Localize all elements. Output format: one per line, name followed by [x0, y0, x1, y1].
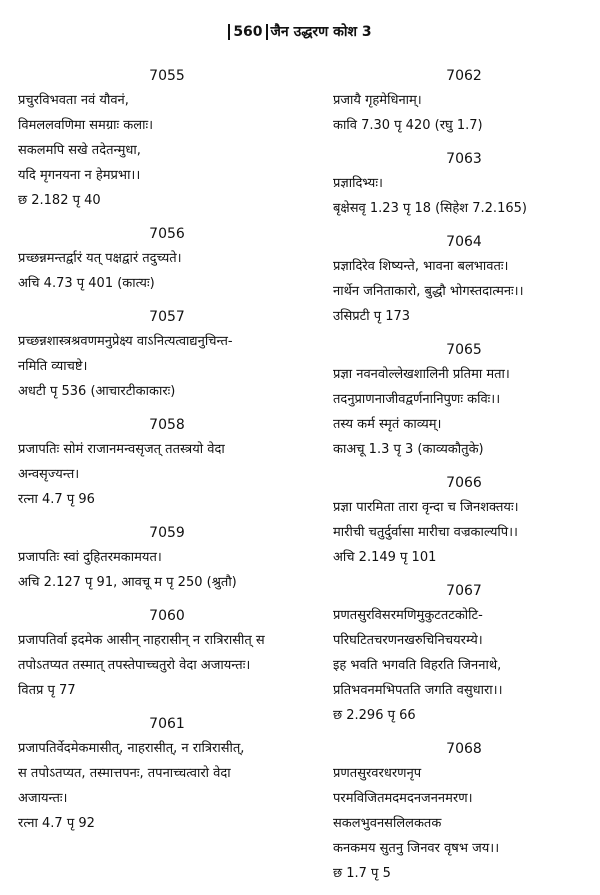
entry-gap [18, 596, 316, 604]
entry-gap [333, 222, 595, 230]
quote-entry [333, 471, 595, 579]
quote-line: प्रतिभवनमभिपतति जगति वसुधारा।। [333, 683, 503, 698]
entry-number: 7057 [149, 309, 185, 325]
source-reference: छ 2.182 पृ 40 [18, 193, 101, 208]
entry-number: 7058 [149, 417, 185, 433]
quote-line: प्रच्छन्नशास्त्रश्रवणमनुप्रेक्ष्य वाऽनित्यत्वाद्यनुचिन्त- [18, 334, 233, 349]
quote-line: परमविजितमदमदनजननमरण। [333, 791, 473, 806]
quote-entry [18, 222, 316, 305]
quote-entry [18, 712, 316, 845]
page-header [0, 22, 600, 41]
quote-line: प्रजायै गृहमेधिनाम्। [333, 93, 422, 108]
entry-gap [333, 571, 595, 579]
source-reference: बृक्षेसवृ 1.23 पृ 18 (सिहेश 7.2.165) [333, 201, 527, 216]
quote-line: प्रणतसुरविसरमणिमुकुटतटकोटि- [333, 608, 483, 623]
quote-line: तदनुप्राणनाजीवद्वर्णनानिपुणः कविः।। [333, 392, 501, 407]
quote-line: प्रजापतिः स्वां दुहितरमकामयत। [18, 550, 162, 565]
left-column [18, 64, 316, 845]
quote-line: स तपोऽतप्यत, तस्मात्तपनः, तपनाच्चत्वारो वेदा [18, 766, 231, 781]
quote-entry [333, 230, 595, 338]
quote-line: विमललवणिमा समग्राः कलाः। [18, 118, 154, 133]
quote-line: प्रज्ञादिभ्यः। [333, 176, 383, 191]
source-reference: काअचू 1.3 पृ 3 (काव्यकौतुके) [333, 442, 484, 457]
source-reference: छ 1.7 पृ 5 [333, 866, 391, 881]
quote-line: प्रज्ञा पारमिता तारा वृन्दा च जिनशक्तयः। [333, 500, 519, 515]
source-reference: छ 2.296 पृ 66 [333, 708, 416, 723]
entry-number: 7055 [149, 68, 185, 84]
source-reference: अचि 2.149 पृ 101 [333, 550, 437, 565]
entry-gap [333, 330, 595, 338]
quote-entry [333, 147, 595, 230]
entry-gap [18, 837, 316, 845]
source-reference: अचि 2.127 पृ 91, आवचू म पृ 250 (श्रुतौ) [18, 575, 237, 590]
quote-line: प्रच्छन्नमन्तर्द्वारं यत् पक्षद्वारं तदुच्यते। [18, 251, 182, 266]
quote-line: प्रचुरविभवता नवं यौवनं, [18, 93, 129, 108]
quote-line: मारीची चतुर्दुर्वासा मारीचा वज्रकाल्यपि।। [333, 525, 518, 540]
quote-line: नमिति व्याचष्टे। [18, 359, 88, 374]
quote-line: परिघटितचरणनखरुचिनिचयरम्ये। [333, 633, 483, 648]
quote-line: सकलमपि सखे तदेतन्मुधा, [18, 143, 141, 158]
quote-line: नार्थेन जनिताकारो, बुद्धौ भोगस्तदात्मनः।। [333, 284, 524, 299]
entry-gap [333, 139, 595, 147]
quote-line: प्रजापतिर्वेदमेकमासीत्, नाहरासीत्, न रात्रिरासीत्, [18, 741, 245, 756]
quote-line: कनकमय सुतनु जिनवर वृषभ जय।। [333, 841, 500, 856]
page-number: 560 [228, 24, 267, 40]
quote-entry [18, 413, 316, 521]
entry-number: 7067 [446, 583, 482, 599]
quote-entry [18, 521, 316, 604]
entry-number: 7066 [446, 475, 482, 491]
source-reference: अधटी पृ 536 (आचारटीकाकारः) [18, 384, 176, 399]
quote-entry [333, 579, 595, 737]
quote-line: प्रजापतिर्वा इदमेक आसीन् नाहरासीन् न रात्रिरासीत् स [18, 633, 265, 648]
quote-entry [333, 338, 595, 471]
quote-entry [333, 64, 595, 147]
quote-entry [18, 604, 316, 712]
source-reference: रत्ना 4.7 पृ 92 [18, 816, 95, 831]
quote-line: प्रजापतिः सोमं राजानमन्वसृजत् ततस्त्रयो वेदा [18, 442, 225, 457]
source-reference: अचि 4.73 पृ 401 (कात्यः) [18, 276, 155, 291]
entry-number: 7065 [446, 342, 482, 358]
entry-gap [18, 513, 316, 521]
right-column [333, 64, 595, 895]
source-reference: रत्ना 4.7 पृ 96 [18, 492, 95, 507]
entry-gap [18, 297, 316, 305]
quote-line: इह भवति भगवति विहरति जिननाथे, [333, 658, 502, 673]
entry-gap [18, 704, 316, 712]
entry-gap [18, 405, 316, 413]
entry-number: 7062 [446, 68, 482, 84]
quote-line: यदि मृगनयना न हेमप्रभा।। [18, 168, 141, 183]
entry-gap [333, 729, 595, 737]
page-title: जैन उद्धरण कोश 3 [270, 24, 372, 40]
entry-number: 7064 [446, 234, 482, 250]
quote-line: तपोऽतप्यत तस्मात् तपस्तेपाच्चतुरो वेदा अजायन्तः। [18, 658, 251, 673]
entry-number: 7059 [149, 525, 185, 541]
source-reference: वितप्र पृ 77 [18, 683, 76, 698]
quote-line: अजायन्तः। [18, 791, 68, 806]
source-reference: कावि 7.30 पृ 420 (रघु 1.7) [333, 118, 483, 133]
quote-entry [18, 305, 316, 413]
quote-line: अन्वसृज्यन्त। [18, 467, 80, 482]
source-reference: उसिप्रटी पृ 173 [333, 309, 411, 324]
quote-line: प्रज्ञादिरेव शिष्यन्ते, भावना बलभावतः। [333, 259, 509, 274]
quote-line: सकलभुवनसलिलकतक [333, 816, 442, 831]
quote-entry [333, 737, 595, 895]
entry-number: 7056 [149, 226, 185, 242]
entry-gap [333, 463, 595, 471]
quote-entry [18, 64, 316, 222]
quote-line: प्रणतसुरवरधरणनृप [333, 766, 422, 781]
entry-number: 7061 [149, 716, 185, 732]
quote-line: प्रज्ञा नवनवोल्लेखशालिनी प्रतिमा मता। [333, 367, 510, 382]
quote-line: तस्य कर्म स्मृतं काव्यम्। [333, 417, 442, 432]
entry-number: 7068 [446, 741, 482, 757]
entry-number: 7063 [446, 151, 482, 167]
entry-number: 7060 [149, 608, 185, 624]
entry-gap [18, 214, 316, 222]
